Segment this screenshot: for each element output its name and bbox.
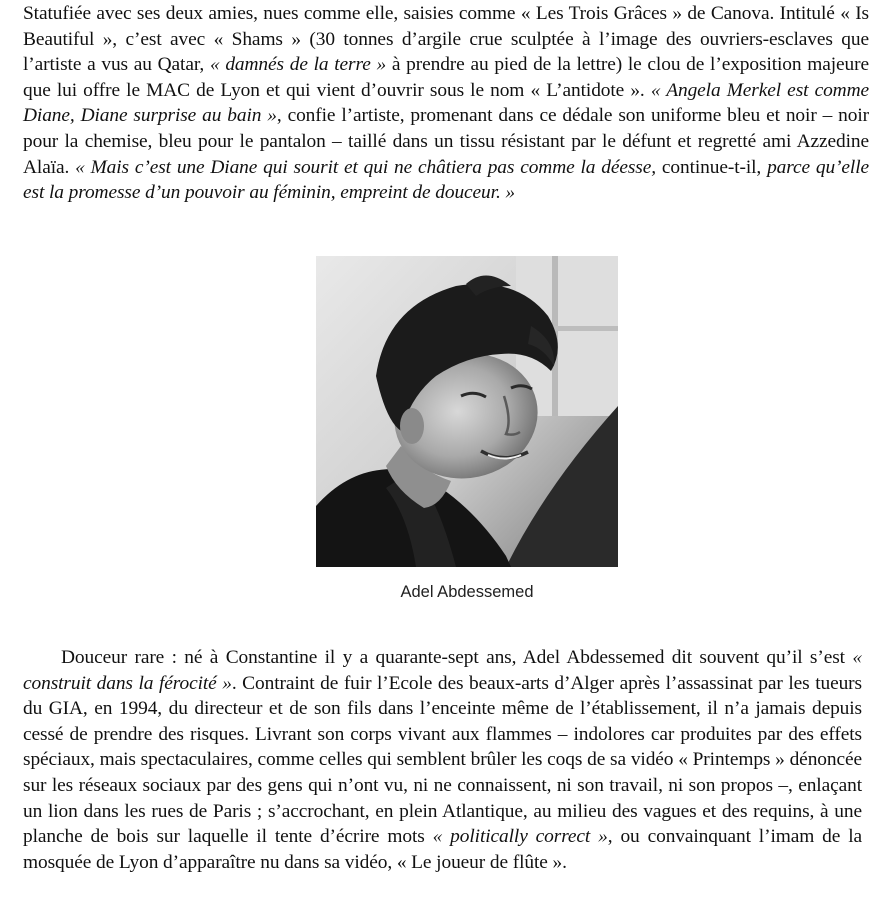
photo-caption: Adel Abdessemed (400, 583, 534, 601)
paragraph-2-text: . Contraint de fuir l’Ecole des beaux-arts d’Alger après l’assassinat par les tueurs du GIA, en 1994, du directeur et de son fils dans l’enceinte même de l’établissement, il n’a jamais depuis cessé de prendre des risques. Livrant son corps vivant aux flammes – indolores car produites par des effets spéciaux, mais spectaculaires, comme celles qui semblent brûler les coqs de sa vidéo « Printemps » dénoncée sur les réseaux sociaux par des gens qui n’ont vu, ni ne connaissent, ni son travail, ni son propos –, enlaçant un lion dans les rues de Paris ; s’accrochant, en plein Atlantique, au milieu des vagues et des requins, à une planche de bois sur laquelle il tente d’écrire mots (23, 672, 862, 848)
quote-damnes-de-la-terre: « damnés de la terre » (209, 54, 387, 76)
paragraph-2 (23, 645, 862, 875)
quote-construit-dans-la-ferocite: « construit dans la férocité » (23, 647, 862, 694)
paragraph-1-text: Statufiée avec ses deux amies, nues comme elle, saisies comme « Les Trois Grâces » de Canova. Intitulé « Is Beautiful », c’est avec « Shams » (30 tonnes d’argile crue sculptée à l’image des ouvriers-esclaves que l’artiste a vus au Qatar, (23, 3, 869, 76)
paragraph-1-text: à prendre au pied de la lettre) le clou de l’exposition majeure que lui offre le MAC de Lyon et qui vient d’ouvrir sous le nom « L’antidote ». (23, 54, 870, 101)
paragraph-2-text: Douceur rare : né à Constantine il y a quarante-sept ans, Adel Abdessemed dit souvent qu’il s’est (61, 647, 853, 668)
paragraph-1-text: , confie l’artiste, promenant dans ce dédale son uniforme bleu et noir – noir pour la chemise, bleu pour le pantalon – taillé dans un tissu résistant par le défunt et regretté ami Azzedine Alaïa. (23, 105, 869, 178)
paragraph-1 (23, 1, 869, 206)
portrait-figure (316, 256, 618, 601)
quote-politically-correct: « politically correct » (432, 826, 608, 848)
quote-angela-merkel: « Angela Merkel est comme Diane, Diane surprise au bain » (23, 79, 869, 127)
quote-pouvoir-au-feminin: parce qu’elle est la promesse d’un pouvoir au féminin, empreint de douceur. » (23, 156, 869, 204)
paragraph-1-text: continue-t-il, (656, 156, 768, 178)
quote-diane-qui-sourit: « Mais c’est une Diane qui sourit et qui ne châtiera pas comme la déesse, (75, 156, 657, 178)
paragraph-2-text: , ou convainquant l’imam de la mosquée de Lyon d’apparaître nu dans sa vidéo, « Le joueur de flûte ». (23, 826, 862, 873)
portrait-photo (316, 256, 618, 567)
